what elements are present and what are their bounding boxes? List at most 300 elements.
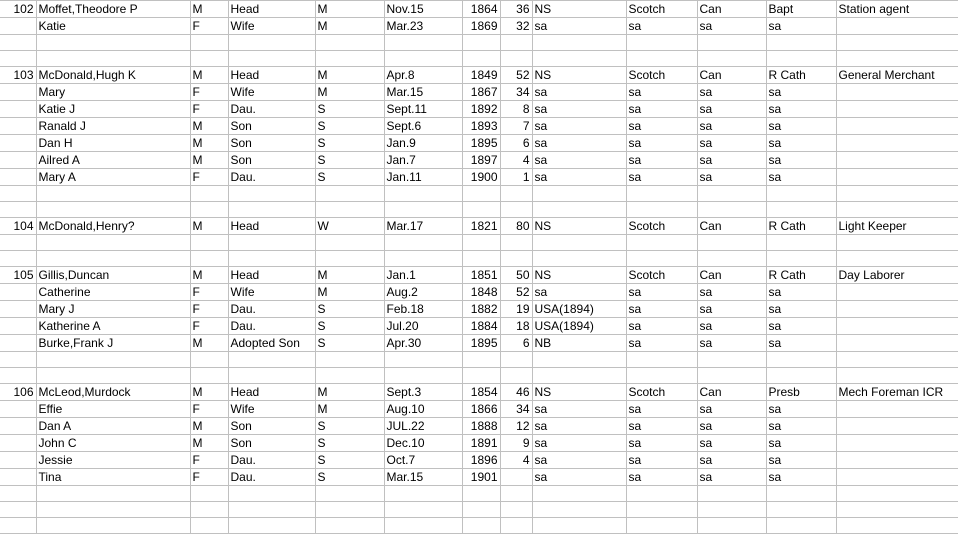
cell-origin[interactable]: sa [626, 435, 697, 452]
cell-household-number[interactable] [0, 84, 36, 101]
cell-birthplace[interactable]: NS [532, 67, 626, 84]
cell-birthplace[interactable]: sa [532, 284, 626, 301]
cell-name[interactable]: Mary [36, 84, 190, 101]
cell-religion[interactable] [766, 35, 836, 51]
cell-birth-date[interactable] [384, 368, 462, 384]
cell-age[interactable] [500, 518, 532, 534]
cell-sex[interactable] [190, 518, 228, 534]
cell-relation[interactable]: Head [228, 67, 315, 84]
cell-relation[interactable]: Dau. [228, 452, 315, 469]
cell-occupation[interactable] [836, 335, 958, 352]
cell-marital-status[interactable] [315, 35, 384, 51]
cell-origin[interactable]: sa [626, 284, 697, 301]
cell-age[interactable]: 52 [500, 67, 532, 84]
cell-occupation[interactable] [836, 502, 958, 518]
cell-birthplace[interactable] [532, 502, 626, 518]
cell-age[interactable]: 9 [500, 435, 532, 452]
cell-marital-status[interactable]: W [315, 218, 384, 235]
cell-occupation[interactable]: Station agent [836, 1, 958, 18]
cell-birth-year[interactable] [462, 486, 500, 502]
cell-birth-year[interactable] [462, 502, 500, 518]
cell-birth-year[interactable]: 1851 [462, 267, 500, 284]
cell-religion[interactable] [766, 368, 836, 384]
cell-birth-year[interactable]: 1849 [462, 67, 500, 84]
cell-marital-status[interactable]: S [315, 101, 384, 118]
cell-nationality[interactable] [697, 251, 766, 267]
cell-birth-year[interactable]: 1896 [462, 452, 500, 469]
cell-name[interactable]: McDonald,Henry? [36, 218, 190, 235]
cell-birth-date[interactable]: Sept.11 [384, 101, 462, 118]
cell-occupation[interactable] [836, 284, 958, 301]
cell-birthplace[interactable]: sa [532, 152, 626, 169]
cell-marital-status[interactable]: M [315, 384, 384, 401]
cell-origin[interactable] [626, 518, 697, 534]
cell-birth-year[interactable]: 1882 [462, 301, 500, 318]
cell-birth-date[interactable]: Jan.9 [384, 135, 462, 152]
cell-name[interactable] [36, 235, 190, 251]
cell-religion[interactable]: sa [766, 335, 836, 352]
cell-birthplace[interactable]: NS [532, 1, 626, 18]
cell-relation[interactable]: Son [228, 435, 315, 452]
cell-marital-status[interactable]: M [315, 84, 384, 101]
cell-age[interactable] [500, 352, 532, 368]
cell-birthplace[interactable]: USA(1894) [532, 318, 626, 335]
cell-birth-date[interactable]: Mar.17 [384, 218, 462, 235]
cell-marital-status[interactable]: M [315, 18, 384, 35]
cell-occupation[interactable] [836, 18, 958, 35]
cell-birth-year[interactable]: 1854 [462, 384, 500, 401]
cell-marital-status[interactable] [315, 502, 384, 518]
cell-relation[interactable]: Head [228, 1, 315, 18]
cell-occupation[interactable] [836, 435, 958, 452]
cell-religion[interactable] [766, 186, 836, 202]
cell-marital-status[interactable]: S [315, 418, 384, 435]
cell-marital-status[interactable]: S [315, 318, 384, 335]
cell-relation[interactable]: Wife [228, 18, 315, 35]
cell-relation[interactable]: Dau. [228, 169, 315, 186]
cell-birthplace[interactable] [532, 368, 626, 384]
cell-household-number[interactable] [0, 152, 36, 169]
cell-occupation[interactable] [836, 84, 958, 101]
cell-marital-status[interactable] [315, 202, 384, 218]
cell-household-number[interactable]: 106 [0, 384, 36, 401]
cell-name[interactable]: Katherine A [36, 318, 190, 335]
cell-nationality[interactable]: Can [697, 1, 766, 18]
cell-religion[interactable] [766, 352, 836, 368]
cell-birth-date[interactable] [384, 51, 462, 67]
cell-name[interactable]: Ailred A [36, 152, 190, 169]
cell-name[interactable]: Dan H [36, 135, 190, 152]
cell-relation[interactable] [228, 251, 315, 267]
cell-name[interactable]: McLeod,Murdock [36, 384, 190, 401]
cell-birth-date[interactable]: Apr.30 [384, 335, 462, 352]
cell-name[interactable]: Jessie [36, 452, 190, 469]
cell-origin[interactable] [626, 202, 697, 218]
cell-household-number[interactable] [0, 35, 36, 51]
cell-birthplace[interactable]: NS [532, 267, 626, 284]
cell-birth-date[interactable]: Mar.15 [384, 84, 462, 101]
cell-birthplace[interactable] [532, 518, 626, 534]
cell-nationality[interactable]: sa [697, 284, 766, 301]
cell-age[interactable]: 34 [500, 401, 532, 418]
cell-nationality[interactable] [697, 186, 766, 202]
cell-birth-date[interactable]: Aug.2 [384, 284, 462, 301]
cell-birth-year[interactable]: 1897 [462, 152, 500, 169]
cell-religion[interactable]: sa [766, 301, 836, 318]
cell-marital-status[interactable] [315, 251, 384, 267]
cell-origin[interactable] [626, 502, 697, 518]
cell-occupation[interactable] [836, 251, 958, 267]
cell-origin[interactable] [626, 352, 697, 368]
cell-birth-year[interactable] [462, 251, 500, 267]
cell-sex[interactable]: F [190, 301, 228, 318]
cell-religion[interactable]: sa [766, 101, 836, 118]
cell-name[interactable]: Mary A [36, 169, 190, 186]
cell-sex[interactable]: M [190, 67, 228, 84]
cell-age[interactable]: 4 [500, 152, 532, 169]
cell-relation[interactable]: Dau. [228, 469, 315, 486]
cell-age[interactable]: 46 [500, 384, 532, 401]
cell-marital-status[interactable]: S [315, 118, 384, 135]
cell-relation[interactable] [228, 202, 315, 218]
cell-sex[interactable]: M [190, 418, 228, 435]
cell-nationality[interactable]: Can [697, 67, 766, 84]
cell-relation[interactable]: Wife [228, 401, 315, 418]
cell-age[interactable] [500, 235, 532, 251]
cell-birth-year[interactable]: 1821 [462, 218, 500, 235]
cell-marital-status[interactable]: S [315, 452, 384, 469]
cell-occupation[interactable] [836, 101, 958, 118]
cell-sex[interactable]: F [190, 284, 228, 301]
cell-nationality[interactable]: sa [697, 452, 766, 469]
cell-birth-year[interactable] [462, 368, 500, 384]
cell-birthplace[interactable] [532, 486, 626, 502]
cell-nationality[interactable]: sa [697, 135, 766, 152]
cell-sex[interactable]: M [190, 118, 228, 135]
cell-birthplace[interactable]: sa [532, 469, 626, 486]
cell-nationality[interactable]: sa [697, 18, 766, 35]
cell-sex[interactable]: F [190, 18, 228, 35]
cell-sex[interactable]: M [190, 335, 228, 352]
cell-occupation[interactable] [836, 51, 958, 67]
cell-nationality[interactable]: sa [697, 401, 766, 418]
cell-age[interactable] [500, 202, 532, 218]
cell-occupation[interactable]: Light Keeper [836, 218, 958, 235]
cell-origin[interactable] [626, 486, 697, 502]
cell-birthplace[interactable] [532, 235, 626, 251]
cell-origin[interactable]: sa [626, 401, 697, 418]
cell-origin[interactable]: Scotch [626, 1, 697, 18]
cell-origin[interactable]: sa [626, 301, 697, 318]
cell-birthplace[interactable]: sa [532, 435, 626, 452]
cell-religion[interactable]: sa [766, 469, 836, 486]
cell-birthplace[interactable]: sa [532, 452, 626, 469]
cell-occupation[interactable] [836, 418, 958, 435]
cell-birth-date[interactable] [384, 352, 462, 368]
cell-birth-date[interactable]: JUL.22 [384, 418, 462, 435]
cell-sex[interactable] [190, 368, 228, 384]
cell-origin[interactable] [626, 51, 697, 67]
cell-nationality[interactable]: sa [697, 118, 766, 135]
cell-birthplace[interactable] [532, 186, 626, 202]
cell-household-number[interactable]: 103 [0, 67, 36, 84]
cell-household-number[interactable] [0, 318, 36, 335]
cell-household-number[interactable] [0, 486, 36, 502]
cell-occupation[interactable] [836, 469, 958, 486]
cell-nationality[interactable] [697, 368, 766, 384]
cell-sex[interactable]: F [190, 469, 228, 486]
cell-name[interactable] [36, 518, 190, 534]
cell-origin[interactable]: sa [626, 335, 697, 352]
cell-household-number[interactable] [0, 251, 36, 267]
cell-household-number[interactable]: 102 [0, 1, 36, 18]
cell-name[interactable]: Tina [36, 469, 190, 486]
cell-birthplace[interactable] [532, 352, 626, 368]
cell-relation[interactable]: Son [228, 418, 315, 435]
cell-birth-year[interactable] [462, 202, 500, 218]
cell-birth-year[interactable]: 1900 [462, 169, 500, 186]
cell-origin[interactable] [626, 251, 697, 267]
cell-marital-status[interactable]: S [315, 169, 384, 186]
cell-nationality[interactable]: sa [697, 101, 766, 118]
cell-birth-date[interactable] [384, 502, 462, 518]
cell-relation[interactable] [228, 502, 315, 518]
cell-nationality[interactable]: sa [697, 318, 766, 335]
cell-occupation[interactable] [836, 135, 958, 152]
cell-birth-year[interactable]: 1893 [462, 118, 500, 135]
cell-origin[interactable]: sa [626, 452, 697, 469]
cell-age[interactable]: 52 [500, 284, 532, 301]
cell-relation[interactable] [228, 51, 315, 67]
cell-marital-status[interactable] [315, 51, 384, 67]
cell-marital-status[interactable]: S [315, 435, 384, 452]
cell-birth-year[interactable]: 1895 [462, 135, 500, 152]
cell-birth-date[interactable] [384, 202, 462, 218]
cell-occupation[interactable] [836, 518, 958, 534]
cell-religion[interactable]: sa [766, 452, 836, 469]
cell-birth-date[interactable] [384, 235, 462, 251]
cell-marital-status[interactable]: M [315, 401, 384, 418]
cell-name[interactable] [36, 352, 190, 368]
cell-household-number[interactable] [0, 518, 36, 534]
cell-religion[interactable]: sa [766, 152, 836, 169]
cell-origin[interactable]: sa [626, 418, 697, 435]
cell-nationality[interactable]: sa [697, 335, 766, 352]
cell-marital-status[interactable]: S [315, 469, 384, 486]
cell-birthplace[interactable]: sa [532, 169, 626, 186]
cell-household-number[interactable] [0, 418, 36, 435]
cell-name[interactable]: Dan A [36, 418, 190, 435]
cell-origin[interactable]: sa [626, 118, 697, 135]
cell-household-number[interactable] [0, 352, 36, 368]
cell-religion[interactable]: sa [766, 169, 836, 186]
cell-nationality[interactable]: Can [697, 384, 766, 401]
cell-household-number[interactable] [0, 335, 36, 352]
cell-sex[interactable] [190, 352, 228, 368]
cell-name[interactable] [36, 368, 190, 384]
cell-sex[interactable]: M [190, 267, 228, 284]
cell-religion[interactable]: sa [766, 435, 836, 452]
cell-religion[interactable] [766, 51, 836, 67]
cell-origin[interactable]: sa [626, 101, 697, 118]
cell-birth-date[interactable]: Sept.6 [384, 118, 462, 135]
cell-age[interactable]: 4 [500, 452, 532, 469]
cell-nationality[interactable] [697, 502, 766, 518]
cell-age[interactable]: 50 [500, 267, 532, 284]
cell-relation[interactable]: Head [228, 218, 315, 235]
cell-birth-date[interactable] [384, 251, 462, 267]
cell-occupation[interactable]: Day Laborer [836, 267, 958, 284]
cell-origin[interactable]: sa [626, 18, 697, 35]
cell-age[interactable]: 34 [500, 84, 532, 101]
cell-occupation[interactable] [836, 318, 958, 335]
cell-birth-year[interactable]: 1884 [462, 318, 500, 335]
cell-sex[interactable] [190, 51, 228, 67]
cell-age[interactable] [500, 51, 532, 67]
cell-birthplace[interactable]: sa [532, 18, 626, 35]
cell-household-number[interactable] [0, 368, 36, 384]
cell-birth-year[interactable]: 1891 [462, 435, 500, 452]
cell-occupation[interactable] [836, 169, 958, 186]
cell-name[interactable] [36, 486, 190, 502]
cell-birth-year[interactable]: 1892 [462, 101, 500, 118]
cell-birthplace[interactable]: sa [532, 101, 626, 118]
cell-occupation[interactable] [836, 186, 958, 202]
cell-birth-date[interactable]: Apr.8 [384, 67, 462, 84]
cell-marital-status[interactable] [315, 486, 384, 502]
cell-household-number[interactable] [0, 51, 36, 67]
cell-name[interactable] [36, 502, 190, 518]
cell-age[interactable]: 8 [500, 101, 532, 118]
cell-birth-year[interactable] [462, 235, 500, 251]
cell-birthplace[interactable]: sa [532, 118, 626, 135]
cell-age[interactable] [500, 486, 532, 502]
cell-relation[interactable]: Wife [228, 284, 315, 301]
cell-birth-date[interactable]: Mar.15 [384, 469, 462, 486]
cell-age[interactable]: 6 [500, 135, 532, 152]
cell-birth-date[interactable] [384, 186, 462, 202]
cell-religion[interactable] [766, 202, 836, 218]
cell-religion[interactable]: sa [766, 318, 836, 335]
cell-birth-date[interactable]: Jul.20 [384, 318, 462, 335]
cell-sex[interactable]: M [190, 1, 228, 18]
cell-nationality[interactable] [697, 486, 766, 502]
cell-occupation[interactable] [836, 452, 958, 469]
cell-relation[interactable] [228, 518, 315, 534]
cell-religion[interactable]: sa [766, 284, 836, 301]
cell-household-number[interactable] [0, 186, 36, 202]
cell-household-number[interactable] [0, 435, 36, 452]
cell-sex[interactable] [190, 486, 228, 502]
cell-birth-year[interactable] [462, 35, 500, 51]
cell-relation[interactable] [228, 368, 315, 384]
cell-origin[interactable]: sa [626, 135, 697, 152]
cell-religion[interactable]: R Cath [766, 267, 836, 284]
cell-birthplace[interactable]: USA(1894) [532, 301, 626, 318]
cell-marital-status[interactable] [315, 352, 384, 368]
cell-religion[interactable] [766, 502, 836, 518]
cell-nationality[interactable]: sa [697, 152, 766, 169]
cell-birth-year[interactable]: 1866 [462, 401, 500, 418]
cell-household-number[interactable] [0, 452, 36, 469]
cell-occupation[interactable] [836, 152, 958, 169]
cell-birth-date[interactable]: Jan.11 [384, 169, 462, 186]
cell-relation[interactable]: Son [228, 118, 315, 135]
cell-nationality[interactable] [697, 518, 766, 534]
cell-origin[interactable] [626, 35, 697, 51]
cell-origin[interactable]: Scotch [626, 267, 697, 284]
cell-relation[interactable]: Adopted Son [228, 335, 315, 352]
cell-religion[interactable] [766, 518, 836, 534]
cell-birth-date[interactable]: Mar.23 [384, 18, 462, 35]
cell-sex[interactable]: F [190, 169, 228, 186]
cell-birth-year[interactable] [462, 518, 500, 534]
cell-household-number[interactable] [0, 202, 36, 218]
cell-household-number[interactable] [0, 235, 36, 251]
cell-age[interactable]: 1 [500, 169, 532, 186]
cell-nationality[interactable]: Can [697, 267, 766, 284]
cell-relation[interactable]: Head [228, 267, 315, 284]
cell-name[interactable] [36, 35, 190, 51]
cell-name[interactable]: John C [36, 435, 190, 452]
cell-birthplace[interactable]: sa [532, 84, 626, 101]
cell-birth-date[interactable]: Jan.1 [384, 267, 462, 284]
cell-household-number[interactable] [0, 469, 36, 486]
cell-relation[interactable] [228, 35, 315, 51]
cell-relation[interactable]: Dau. [228, 101, 315, 118]
cell-religion[interactable]: sa [766, 418, 836, 435]
cell-occupation[interactable]: General Merchant [836, 67, 958, 84]
cell-nationality[interactable] [697, 51, 766, 67]
cell-age[interactable] [500, 35, 532, 51]
cell-household-number[interactable] [0, 401, 36, 418]
cell-name[interactable]: Mary J [36, 301, 190, 318]
cell-birthplace[interactable] [532, 202, 626, 218]
cell-relation[interactable] [228, 186, 315, 202]
cell-occupation[interactable] [836, 401, 958, 418]
cell-religion[interactable] [766, 486, 836, 502]
cell-nationality[interactable]: sa [697, 435, 766, 452]
cell-age[interactable] [500, 368, 532, 384]
cell-occupation[interactable] [836, 301, 958, 318]
cell-occupation[interactable]: Mech Foreman ICR [836, 384, 958, 401]
cell-sex[interactable]: M [190, 152, 228, 169]
cell-occupation[interactable] [836, 352, 958, 368]
cell-origin[interactable]: sa [626, 318, 697, 335]
cell-religion[interactable]: sa [766, 401, 836, 418]
cell-birthplace[interactable] [532, 251, 626, 267]
cell-name[interactable] [36, 251, 190, 267]
cell-origin[interactable]: sa [626, 469, 697, 486]
cell-birth-year[interactable]: 1848 [462, 284, 500, 301]
cell-birth-date[interactable]: Aug.10 [384, 401, 462, 418]
cell-sex[interactable]: M [190, 435, 228, 452]
cell-nationality[interactable] [697, 35, 766, 51]
cell-birthplace[interactable] [532, 35, 626, 51]
cell-origin[interactable] [626, 186, 697, 202]
cell-name[interactable]: Effie [36, 401, 190, 418]
cell-occupation[interactable] [836, 235, 958, 251]
cell-household-number[interactable] [0, 502, 36, 518]
cell-age[interactable]: 18 [500, 318, 532, 335]
cell-sex[interactable]: F [190, 401, 228, 418]
cell-sex[interactable] [190, 251, 228, 267]
cell-age[interactable]: 7 [500, 118, 532, 135]
cell-religion[interactable]: sa [766, 118, 836, 135]
cell-marital-status[interactable]: M [315, 267, 384, 284]
cell-marital-status[interactable]: S [315, 135, 384, 152]
cell-origin[interactable]: Scotch [626, 67, 697, 84]
